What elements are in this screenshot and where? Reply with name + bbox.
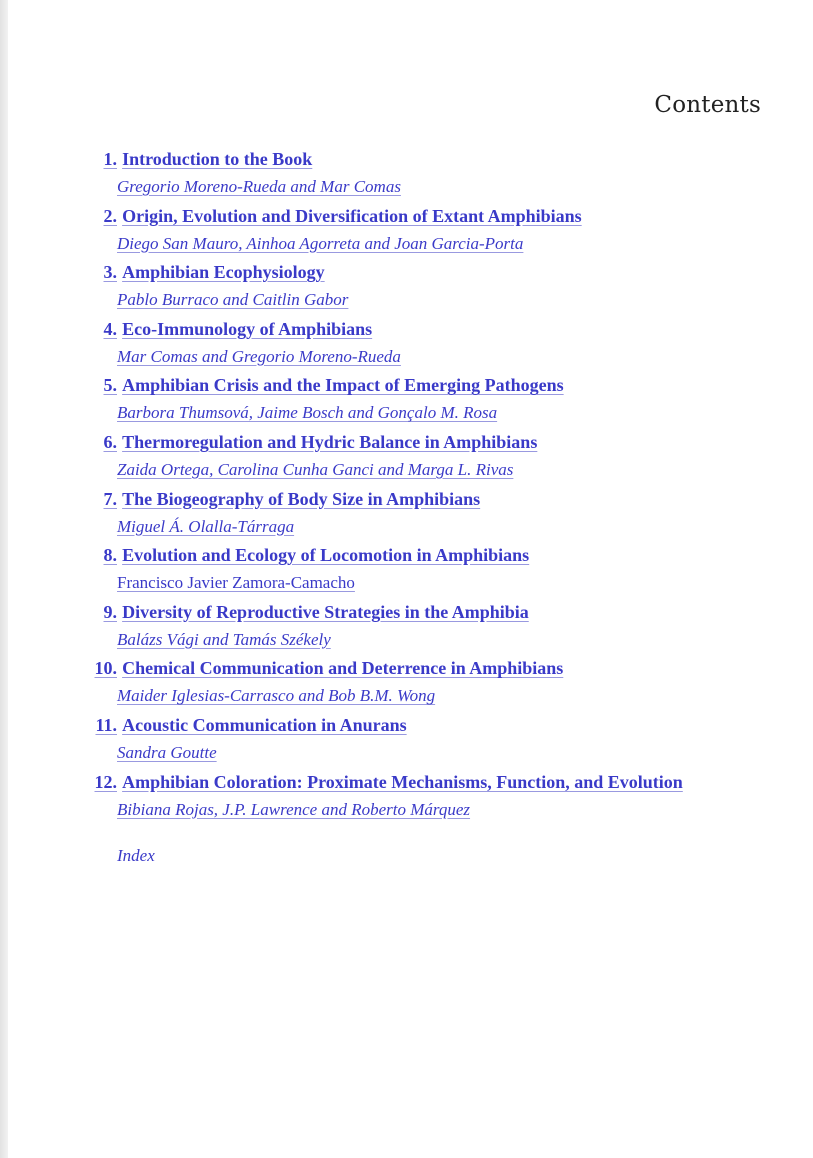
chapter-authors-link[interactable]: Mar Comas and Gregorio Moreno-Rueda	[117, 346, 401, 366]
chapter-number[interactable]: 6.	[103, 431, 117, 452]
chapter-number[interactable]: 2.	[103, 205, 117, 226]
toc-entry-6	[88, 428, 768, 485]
toc-entry-1	[88, 145, 768, 202]
table-of-contents	[88, 145, 768, 824]
chapter-number[interactable]: 4.	[103, 318, 117, 339]
toc-entry-3	[88, 258, 768, 315]
toc-entry-7	[88, 485, 768, 542]
toc-entry-12	[88, 768, 768, 825]
chapter-title-link[interactable]: Introduction to the Book	[122, 149, 313, 169]
chapter-title-link[interactable]: Diversity of Reproductive Strategies in the Amphibia	[122, 601, 529, 622]
chapter-title-link[interactable]: Thermoregulation and Hydric Balance in Amphibians	[122, 431, 538, 452]
chapter-title-link[interactable]: Evolution and Ecology of Locomotion in Amphibians	[122, 545, 530, 566]
chapter-title-link[interactable]: Amphibian Crisis and the Impact of Emerging Pathogens	[122, 375, 564, 396]
toc-entry-8	[88, 541, 768, 598]
chapter-number[interactable]: 11.	[95, 714, 117, 735]
toc-entry-9	[88, 598, 768, 655]
chapter-number[interactable]: 9.	[103, 601, 117, 622]
page-title: Contents	[654, 92, 761, 118]
chapter-authors-link[interactable]: Balázs Vági and Tamás Székely	[117, 629, 331, 649]
chapter-authors-link[interactable]: Bibiana Rojas, J.P. Lawrence and Roberto Márquez	[117, 799, 471, 819]
chapter-authors-link[interactable]: Sandra Goutte	[117, 742, 217, 762]
toc-entry-10	[88, 654, 768, 711]
chapter-number[interactable]: 8.	[103, 545, 117, 566]
toc-entry-11	[88, 711, 768, 768]
chapter-authors-link[interactable]: Zaida Ortega, Carolina Cunha Ganci and Marga L. Rivas	[117, 459, 514, 479]
page-left-edge	[0, 0, 8, 1158]
chapter-title-link[interactable]: Acoustic Communication in Anurans	[122, 714, 407, 735]
chapter-title-link[interactable]: Eco-Immunology of Amphibians	[122, 318, 373, 339]
chapter-title-link[interactable]: Chemical Communication and Deterrence in Amphibians	[122, 658, 564, 679]
chapter-number[interactable]: 1.	[103, 149, 117, 169]
chapter-authors-link[interactable]: Francisco Javier Zamora-Camacho	[117, 573, 355, 593]
chapter-number[interactable]: 5.	[103, 375, 117, 396]
chapter-title-link[interactable]: The Biogeography of Body Size in Amphibians	[122, 488, 481, 509]
chapter-number[interactable]: 10.	[94, 658, 117, 679]
chapter-authors-link[interactable]: Diego San Mauro, Ainhoa Agorreta and Joan Garcia-Porta	[117, 233, 524, 253]
chapter-number[interactable]: 3.	[103, 262, 117, 283]
chapter-title-link[interactable]: Amphibian Ecophysiology	[122, 262, 325, 283]
chapter-authors-link[interactable]: Gregorio Moreno-Rueda and Mar Comas	[117, 177, 401, 196]
toc-entry-5	[88, 371, 768, 428]
chapter-number[interactable]: 7.	[103, 488, 117, 509]
chapter-title-link[interactable]: Amphibian Coloration: Proximate Mechanisms, Function, and Evolution	[122, 771, 683, 792]
chapter-authors-link[interactable]: Maider Iglesias-Carrasco and Bob B.M. Wong	[117, 686, 436, 706]
toc-entry-2	[88, 202, 768, 259]
chapter-authors-link[interactable]: Pablo Burraco and Caitlin Gabor	[117, 290, 349, 310]
chapter-authors-link[interactable]: Barbora Thumsová, Jaime Bosch and Gonçalo M. Rosa	[117, 403, 498, 423]
chapter-authors-link[interactable]: Miguel Á. Olalla-Tárraga	[117, 516, 295, 536]
index-link[interactable]: Index	[117, 846, 155, 865]
chapter-title-link[interactable]: Origin, Evolution and Diversification of Extant Amphibians	[122, 205, 582, 226]
chapter-number[interactable]: 12.	[94, 771, 117, 792]
toc-entry-4	[88, 315, 768, 372]
